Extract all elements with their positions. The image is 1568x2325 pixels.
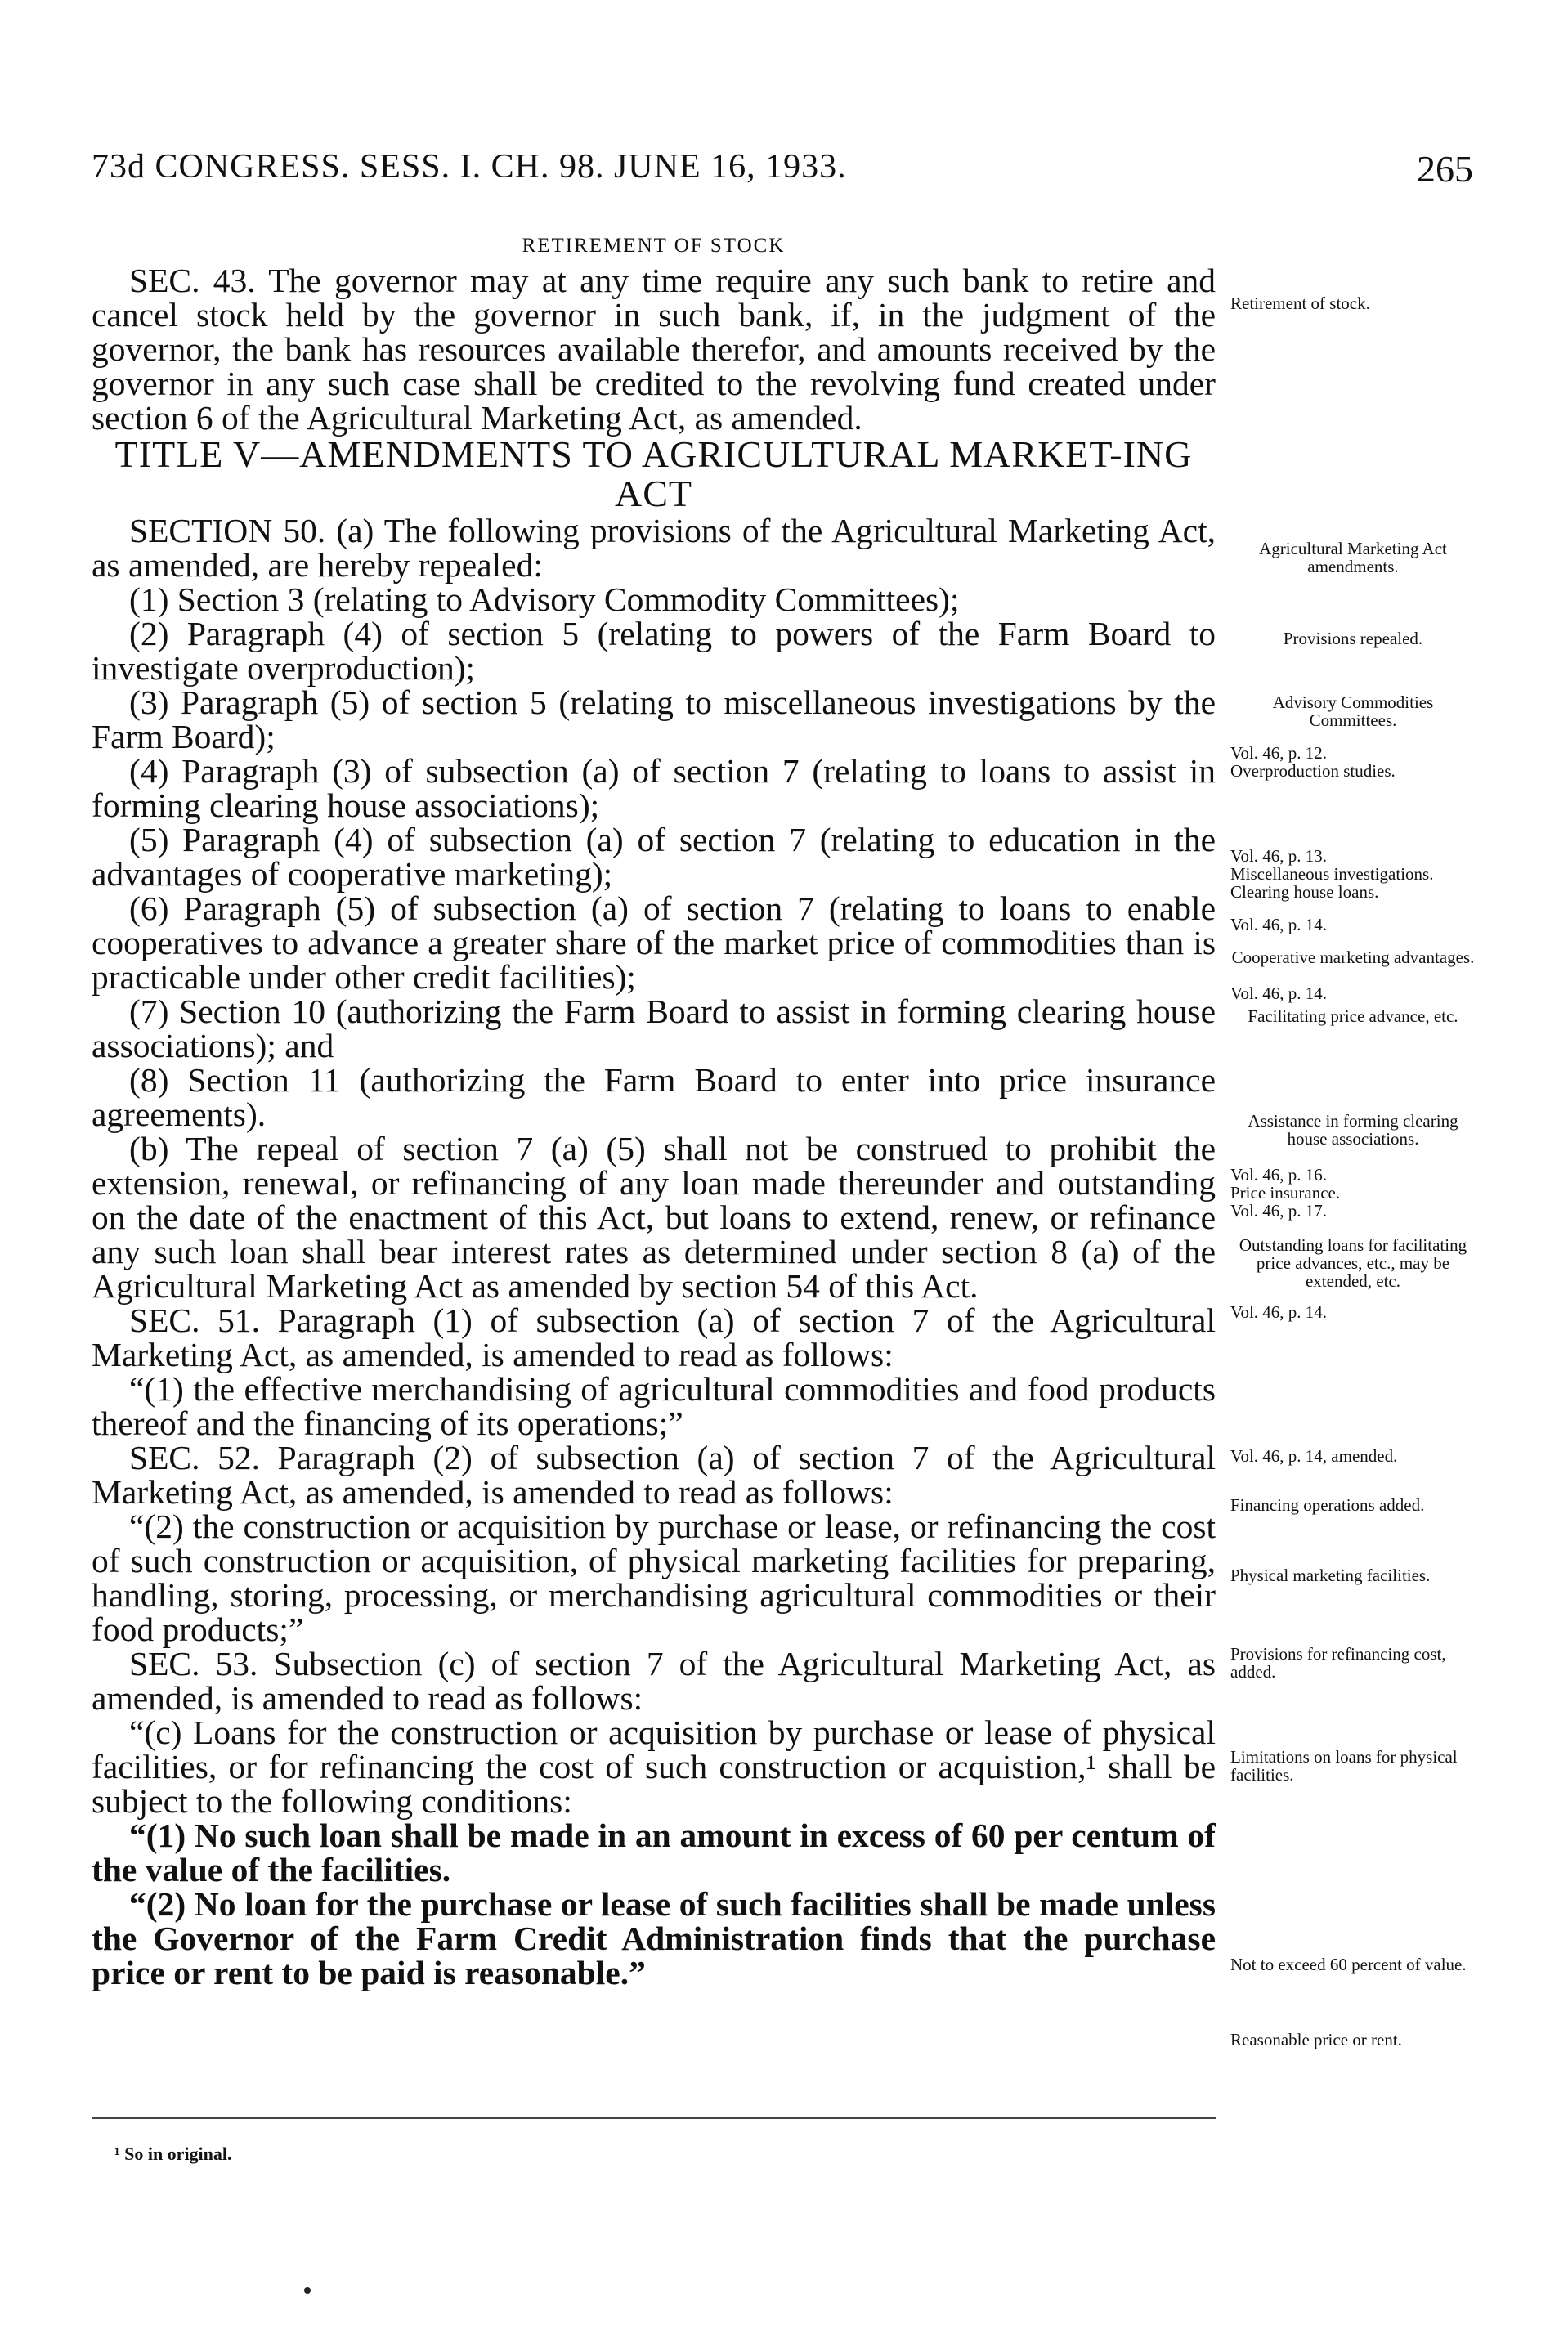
margin-note: Retirement of stock.	[1230, 293, 1370, 313]
margin-note: Reasonable price or rent.	[1230, 2030, 1402, 2049]
margin-note: Agricultural Marketing Act amendments.	[1259, 539, 1447, 576]
sec-51: SEC. 51. Paragraph (1) of subsection (a) of section 7 of the Agricultural Marketing Act, as amended, is amended to read as follows:	[92, 1301, 1216, 1373]
print-mark	[304, 2287, 311, 2294]
margin-note: Outstanding loans for facilitating price advances, etc., may be extended, etc.	[1239, 1235, 1467, 1291]
page-number: 265	[1417, 148, 1473, 190]
repeal-item-7: (7) Section 10 (authorizing the Farm Board to assist in forming clearing house associations); and	[92, 992, 1216, 1064]
margin-notes	[1230, 0, 1476, 2325]
sec-50-b: (b) The repeal of section 7 (a) (5) shall not be construed to prohibit the extension, renewal, or refinancing of any loan made thereunder and outstanding on the date of the enactment of this Act, but loans to extend, renew, or refinance any such loan shall bear interest rates as determined under section 8 (a) of the Agricultural Marketing Act as amended by section 54 of this Act.	[92, 1130, 1216, 1305]
margin-note: Miscellaneous investigations.	[1230, 864, 1434, 884]
sec-52: SEC. 52. Paragraph (2) of subsection (a) of section 7 of the Agricultural Marketing Act, as amended, is amended to read as follows:	[92, 1439, 1216, 1511]
repeal-item-4: (4) Paragraph (3) of subsection (a) of section 7 (relating to loans to assist in forming clearing house associations);	[92, 752, 1216, 824]
sec-51-quote: “(1) the effective merchandising of agricultural commodities and food products thereof and the financing of its operations;”	[92, 1370, 1216, 1442]
margin-note: Clearing house loans.	[1230, 882, 1379, 902]
margin-note: Provisions for refinancing cost, added.	[1230, 1644, 1446, 1682]
sec-50-a: SECTION 50. (a) The following provisions of the Agricultural Marketing Act, as amended, are hereby repealed:	[92, 512, 1216, 584]
sec-53-1: “(1) No such loan shall be made in an amount in excess of 60 per centum of the value of the facilities.	[92, 1817, 1216, 1888]
footnote: ¹ So in original.	[114, 2144, 232, 2164]
repeal-item-5: (5) Paragraph (4) of subsection (a) of section 7 (relating to education in the advantages of cooperative marketing);	[92, 821, 1216, 893]
margin-note: Vol. 46, p. 13.	[1230, 846, 1328, 866]
margin-note: Overproduction studies.	[1230, 761, 1396, 781]
margin-note: Physical marketing facilities.	[1230, 1566, 1431, 1585]
margin-note: Provisions repealed.	[1283, 629, 1423, 648]
margin-note: Assistance in forming clearing house associations.	[1248, 1111, 1458, 1149]
margin-note: Not to exceed 60 percent of value.	[1230, 1955, 1467, 1974]
margin-note: Advisory Commodities Committees.	[1272, 692, 1434, 730]
retirement-heading: RETIREMENT OF STOCK	[522, 235, 786, 257]
repeal-item-2: (2) Paragraph (4) of section 5 (relating to powers of the Farm Board to investigate overproduction);	[92, 615, 1216, 687]
margin-note: Cooperative marketing advantages.	[1231, 947, 1475, 967]
margin-note: Vol. 46, p. 17.	[1230, 1201, 1328, 1221]
margin-note: Vol. 46, p. 14, amended.	[1230, 1446, 1398, 1466]
running-head: 73d CONGRESS. SESS. I. CH. 98. JUNE 16, 1933.	[92, 148, 847, 186]
margin-note: Price insurance.	[1230, 1183, 1341, 1203]
repeal-item-8: (8) Section 11 (authorizing the Farm Board to enter into price insurance agreements).	[92, 1061, 1216, 1133]
sec-53: SEC. 53. Subsection (c) of section 7 of the Agricultural Marketing Act, as amended, is amended to read as follows:	[92, 1645, 1216, 1717]
margin-note: Vol. 46, p. 14.	[1230, 1302, 1328, 1322]
margin-note: Facilitating price advance, etc.	[1248, 1006, 1458, 1026]
repeal-item-1: (1) Section 3 (relating to Advisory Commodity Committees);	[129, 580, 960, 618]
repeal-item-6: (6) Paragraph (5) of subsection (a) of section 7 (relating to loans to enable cooperatives to advance a greater share of the market price of commodities than is practicable under other credit facilities);	[92, 889, 1216, 996]
main-text	[92, 229, 1216, 1990]
sec-53-2: “(2) No loan for the purchase or lease of such facilities shall be made unless the Governor of the Farm Credit Administration finds that the purchase price or rent to be paid is reasonable.”	[92, 1885, 1216, 1991]
sec-43: SEC. 43. The governor may at any time require any such bank to retire and cancel stock held by the governor in such bank, if, in the judgment of the governor, the bank has resources available therefor, and amounts received by the governor in any such case shall be credited to the revolving fund created under section 6 of the Agricultural Marketing Act, as amended.	[92, 262, 1216, 437]
title-v-heading: TITLE V—AMENDMENTS TO AGRICULTURAL MARKET-ING ACT	[114, 433, 1193, 514]
sec-52-quote: “(2) the construction or acquisition by purchase or lease, or refinancing the cost of such construction or acquisition, of physical marketing facilities for preparing, handling, storing, processing, or merchandising agricultural commodities or their food products;”	[92, 1507, 1216, 1648]
margin-note: Financing operations added.	[1230, 1495, 1425, 1515]
margin-note: Limitations on loans for physical facilities.	[1230, 1747, 1458, 1785]
margin-note: Vol. 46, p. 16.	[1230, 1165, 1328, 1185]
margin-note: Vol. 46, p. 14.	[1230, 983, 1328, 1003]
margin-note: Vol. 46, p. 14.	[1230, 915, 1328, 934]
margin-note: Vol. 46, p. 12.	[1230, 743, 1328, 763]
footnote-divider	[92, 2117, 1216, 2119]
sec-53-c: “(c) Loans for the construction or acquisition by purchase or lease of physical facilities, or for refinancing the cost of such construction or acquistion,¹ shall be subject to the following conditions:	[92, 1714, 1216, 1820]
repeal-item-3: (3) Paragraph (5) of section 5 (relating to miscellaneous investigations by the Farm Board);	[92, 683, 1216, 755]
